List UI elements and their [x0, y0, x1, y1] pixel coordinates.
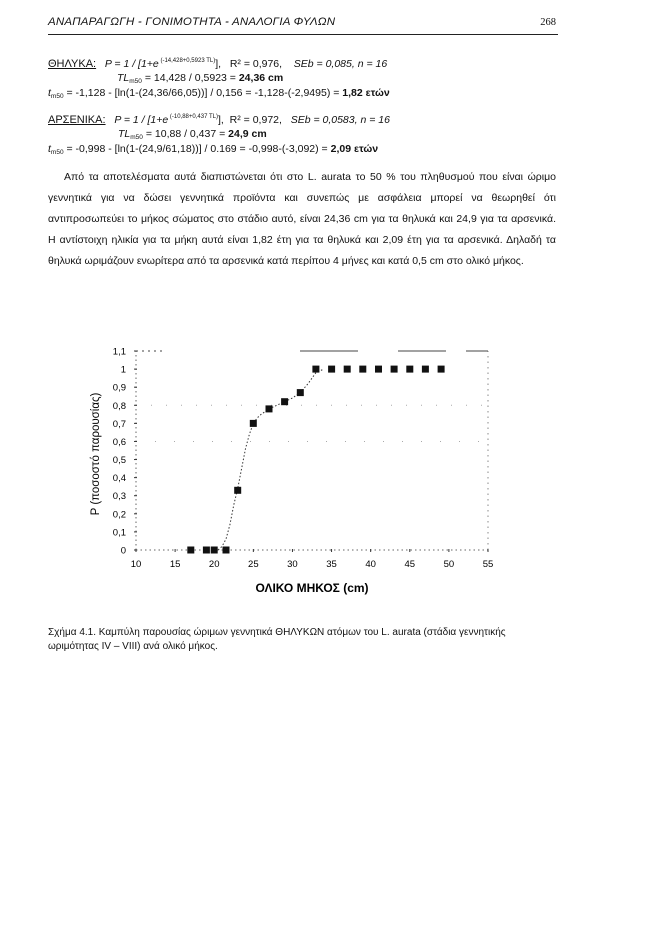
x-tick-label: 15 — [169, 559, 181, 570]
data-point — [312, 366, 319, 373]
page-number: 268 — [540, 17, 556, 28]
running-title: ΑΝΑΠΑΡΑΓΩΓΗ - ΓΟΝΙΜΟΤΗΤΑ - ΑΝΑΛΟΓΙΑ ΦΥΛΩΝ — [48, 16, 336, 28]
data-point — [406, 366, 413, 373]
female-model-equation — [48, 58, 387, 71]
data-point — [223, 547, 230, 554]
y-tick-label: 0,3 — [112, 491, 126, 503]
x-tick-label: 30 — [287, 559, 298, 570]
data-point — [391, 366, 398, 373]
male-label: ΑΡΣΕΝΙΚΑ: — [48, 114, 106, 126]
female-label: ΘΗΛΥΚΑ: — [48, 58, 97, 70]
data-point — [328, 366, 335, 373]
x-tick-label: 40 — [365, 559, 376, 570]
female-model-prefix: P = 1 / [1+e — [104, 58, 159, 70]
data-point — [211, 547, 218, 554]
body-paragraph: Από τα αποτελέσματα αυτά διαπιστώνεται ότι στο L. aurata το 50 % του πληθυσμού που είναι ώριμο γεννητικά για να δώσει γεννητικά προϊόντα και συνεπώς με ασφάλεια μπορεί να θεωρηθεί ότι αντιπροσωπεύει το μήκος σώματος στο στάδιο αυτό, είναι 24,36 cm για τα θηλυκά και 24,9 για τα αρσενικά. Η αντίστοιχη ηλικία για τα μήκη αυτά είναι 1,82 έτη για τα θηλυκά και 2,09 έτη για τα αρσενικά. Δηλαδή τα θηλυκά ωριμάζουν ενωρίτερα από τα αρσενικά κατά περίπου 4 μήνες και κατά 0,5 cm στο ολικό μήκος. — [48, 171, 556, 267]
x-axis-label: ΟΛΙΚΟ ΜΗΚΟΣ (cm) — [255, 581, 369, 595]
logistic-curve — [218, 369, 324, 550]
page-header — [48, 14, 558, 35]
data-point — [187, 547, 194, 554]
male-t-sub: m50 — [50, 149, 64, 156]
male-t-equation — [48, 143, 378, 156]
male-seb: SEb = 0,0583, — [290, 114, 358, 126]
male-r2: R² = 0,972, — [229, 114, 282, 126]
data-point — [281, 398, 288, 405]
data-point — [203, 547, 210, 554]
male-model-equation — [48, 114, 390, 127]
x-tick-label: 35 — [326, 559, 337, 570]
y-tick-label: 0,9 — [112, 382, 126, 394]
y-tick-label: 1 — [120, 364, 126, 376]
female-tl-sub: m50 — [129, 78, 142, 85]
data-point — [234, 487, 241, 494]
female-tl-label: TL — [117, 72, 130, 84]
female-t-expr: = -1,128 - [ln(1-(24,36/66,05))] / 0,156 = -1,128-(-2,9495) = — [63, 87, 343, 99]
maturity-chart — [0, 330, 663, 620]
y-tick-label: 0 — [120, 545, 126, 557]
x-tick-label: 50 — [443, 559, 455, 570]
female-r2: R² = 0,976, — [229, 58, 283, 70]
data-point — [250, 420, 257, 427]
x-tick-label: 10 — [130, 559, 142, 570]
x-tick-label: 55 — [482, 559, 494, 570]
y-tick-label: 0,5 — [112, 455, 126, 467]
y-tick-label: 0,2 — [112, 509, 126, 521]
female-t-sub: m50 — [50, 93, 64, 100]
x-tick-label: 45 — [404, 559, 416, 570]
data-point — [422, 366, 429, 373]
data-points — [187, 366, 444, 554]
y-tick-label: 0,7 — [112, 418, 126, 430]
fitted-curve-path — [218, 369, 324, 550]
male-tl-label: TL — [118, 128, 131, 140]
data-point — [359, 366, 366, 373]
female-model-suffix: ], — [215, 58, 222, 70]
female-t-result: 1,82 ετών — [342, 87, 390, 99]
data-point — [438, 366, 445, 373]
x-tick-label: 20 — [208, 559, 220, 570]
chart-axes — [113, 347, 494, 571]
y-tick-label: 0,4 — [112, 473, 126, 485]
data-point — [297, 389, 304, 396]
female-tl-expr: = 14,428 / 0,5923 = — [141, 72, 239, 84]
y-axis-label: P (ποσοστό παρουσίας) — [90, 392, 102, 516]
male-model-suffix: ], — [217, 114, 224, 126]
y-tick-label: 0,8 — [112, 400, 126, 412]
data-point — [266, 405, 273, 412]
data-point — [344, 366, 351, 373]
y-tick-label: 0,1 — [112, 527, 126, 539]
figure-caption: Σχήμα 4.1. Καμπύλη παρουσίας ώριμων γεννητικά ΘΗΛΥΚΩΝ ατόμων του L. aurata (στάδια γεννητικής ωριμότητας IV – VIII) ανά ολικό μήκος. — [48, 627, 506, 652]
male-tl-result: 24,9 cm — [228, 128, 267, 140]
female-tl-equation — [117, 72, 283, 85]
y-tick-label: 1,1 — [112, 346, 126, 358]
male-tl-equation — [118, 128, 267, 141]
female-exponent: (-14,428+0,5923 TL) — [158, 58, 216, 64]
x-tick-label: 25 — [248, 559, 259, 570]
female-n: n = 16 — [357, 58, 388, 70]
male-tl-sub: m50 — [130, 134, 143, 141]
male-t-result: 2,09 ετών — [330, 143, 379, 155]
female-tl-result: 24,36 cm — [238, 72, 284, 84]
male-t-expr: = -0,998 - [ln(1-(24,9/61,18))] / 0.169 = -0,998-(-3,092) = — [63, 143, 331, 155]
data-point — [375, 366, 382, 373]
male-tl-expr: = 10,88 / 0,437 = — [142, 128, 229, 140]
female-t-equation — [48, 87, 390, 100]
female-seb: SEb = 0,085, — [293, 58, 355, 70]
male-n: n = 16 — [360, 114, 390, 126]
y-tick-label: 0,6 — [112, 436, 126, 448]
female-t-label: t — [48, 87, 51, 99]
male-model-prefix: P = 1 / [1+e — [114, 114, 169, 126]
male-exponent: (-10,88+0,437 TL) — [168, 114, 218, 120]
male-t-label: t — [48, 143, 51, 155]
